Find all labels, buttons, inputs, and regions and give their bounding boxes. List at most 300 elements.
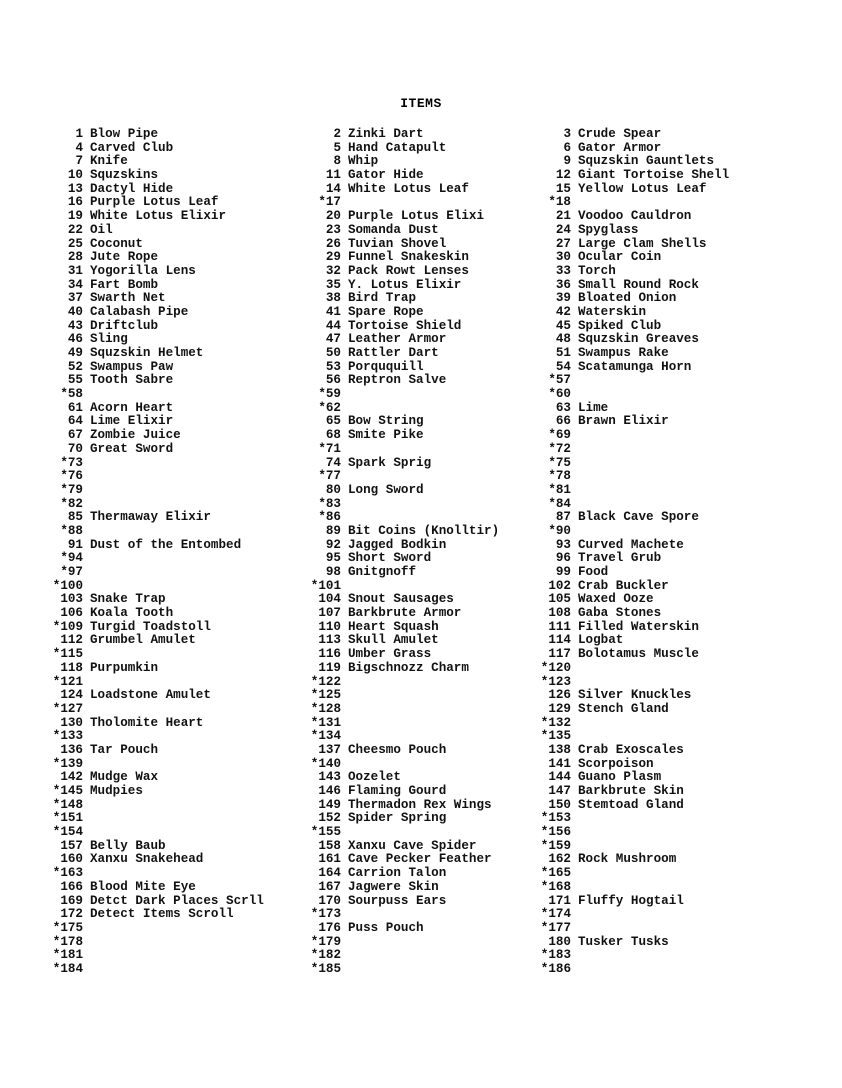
item-number: *81 [548,482,571,497]
item-entry [280,415,499,429]
item-entry [22,511,264,525]
item-name: Y. Lotus Elixir [348,277,462,292]
item-entry [510,662,729,676]
item-number: 31 [67,263,83,278]
item-name: Great Sword [90,441,174,456]
item-name: Bolotamus Muscle [578,647,699,662]
item-number: 14 [325,181,341,196]
item-entry [510,429,729,443]
item-name: Jagwere Skin [348,879,439,894]
item-number: 47 [325,332,341,347]
item-entry [22,922,264,936]
item-entry [280,251,499,265]
item-name: Bit Coins (Knolltir) [348,523,500,538]
item-number: 1 [75,127,83,141]
item-entry [280,498,499,512]
item-number: 112 [60,633,83,648]
item-name: Travel Grub [578,551,662,566]
item-number: 105 [548,592,571,607]
item-number: *135 [540,729,571,744]
item-name: Short Sword [348,551,432,566]
item-name: Blow Pipe [90,127,159,141]
item-number: 40 [67,304,83,319]
item-number: *151 [52,811,83,826]
item-entry [510,402,729,416]
item-entry [280,484,499,498]
item-name: Lime Elixir [90,414,174,429]
item-name: Spyglass [578,222,639,237]
item-number: 144 [548,770,571,785]
item-entry [510,758,729,772]
item-entry [22,238,264,252]
item-entry [22,320,264,334]
item-entry [280,388,499,402]
item-entry [22,539,264,553]
item-entry [280,580,499,594]
item-entry [22,634,264,648]
item-name: Bigschnozz Charm [348,660,469,675]
item-entry [22,689,264,703]
item-entry [22,963,264,977]
item-entry [22,388,264,402]
item-entry [280,621,499,635]
item-number: 124 [60,688,83,703]
item-entry [22,908,264,922]
item-number: 80 [325,482,341,497]
item-number: *72 [548,441,571,456]
item-number: 166 [60,879,83,894]
item-entry [510,196,729,210]
item-name: Large Clam Shells [578,236,707,251]
item-number: 164 [318,866,341,881]
item-name: Stemtoad Gland [578,797,684,812]
item-entry [510,703,729,717]
item-number: 44 [325,318,341,333]
item-name: Swampus Rake [578,346,669,360]
item-entry [280,771,499,785]
item-entry [280,676,499,690]
item-number: 150 [548,797,571,812]
item-name: Jagged Bodkin [348,537,447,552]
item-number: *57 [548,373,571,388]
item-name: Tusker Tusks [578,934,669,949]
item-entry [22,566,264,580]
item-number: 171 [548,893,571,908]
item-name: Squzskin Greaves [578,332,699,347]
item-name: Crude Spear [578,127,662,141]
item-entry [22,744,264,758]
item-entry [22,812,264,826]
item-number: *159 [540,838,571,853]
item-entry [22,703,264,717]
item-entry [510,265,729,279]
item-number: 32 [325,263,341,278]
item-number: 92 [325,537,341,552]
item-entry [280,881,499,895]
item-entry [510,210,729,224]
item-name: Carved Club [90,140,174,155]
item-name: Scatamunga Horn [578,359,692,374]
item-name: Whip [348,154,379,169]
item-entry [22,279,264,293]
item-number: 98 [325,565,341,579]
item-number: *69 [548,428,571,443]
item-name: Crab Buckler [578,578,669,593]
item-number: 117 [548,647,571,662]
item-number: 119 [318,660,341,675]
item-number: 114 [548,633,571,648]
item-entry [22,949,264,963]
item-entry [22,867,264,881]
item-entry [510,470,729,484]
item-name: Filled Waterskin [578,619,699,634]
item-name: Skull Amulet [348,633,439,648]
item-number: 55 [67,373,83,388]
item-name: Gaba Stones [578,606,662,621]
item-number: 149 [318,797,341,812]
item-number: 36 [555,277,571,292]
item-number: 74 [325,455,341,470]
item-name: Gnitgnoff [348,565,417,579]
item-name: Bow String [348,414,424,429]
item-entry [280,840,499,854]
item-name: Yellow Lotus Leaf [578,181,707,196]
item-entry [280,744,499,758]
item-number: 64 [67,414,83,429]
item-number: 34 [67,277,83,292]
item-name: Thermadon Rex Wings [348,797,492,812]
item-number: *128 [310,701,341,716]
item-number: *145 [52,784,83,798]
item-number: *186 [540,961,571,976]
item-name: Knife [90,154,128,169]
item-entry [22,183,264,197]
item-number: *173 [310,907,341,922]
item-entry [510,333,729,347]
item-entry [280,525,499,539]
item-name: Sourpuss Ears [348,893,447,908]
page-title: ITEMS [400,96,442,111]
item-number: *79 [60,482,83,497]
item-number: 143 [318,770,341,785]
item-name: Koala Tooth [90,606,174,621]
item-entry [510,676,729,690]
item-entry [22,402,264,416]
item-name: Zombie Juice [90,428,181,443]
item-name: Grumbel Amulet [90,633,196,648]
item-name: Bird Trap [348,291,417,306]
item-number: *154 [52,825,83,840]
item-number: *83 [318,496,341,511]
item-number: 138 [548,742,571,757]
item-entry [510,881,729,895]
item-entry [510,374,729,388]
item-entry [22,621,264,635]
item-number: 158 [318,838,341,853]
item-name: Curved Machete [578,537,684,552]
item-number: 66 [555,414,571,429]
item-entry [510,292,729,306]
item-number: *134 [310,729,341,744]
item-number: *97 [60,565,83,579]
item-number: 56 [325,373,341,388]
item-number: *183 [540,948,571,963]
item-name: Small Round Rock [578,277,699,292]
item-name: Driftclub [90,318,159,333]
item-number: 16 [67,195,83,210]
item-name: Xanxu Cave Spider [348,838,477,853]
item-number: 24 [555,222,571,237]
item-entry [22,826,264,840]
item-number: 95 [325,551,341,566]
item-number: *181 [52,948,83,963]
item-entry [22,484,264,498]
item-name: Blood Mite Eye [90,879,196,894]
item-name: Spark Sprig [348,455,432,470]
item-name: Dactyl Hide [90,181,174,196]
item-entry [280,922,499,936]
item-number: 15 [555,181,571,196]
item-number: 169 [60,893,83,908]
item-number: 23 [325,222,341,237]
item-entry [510,744,729,758]
item-number: 20 [325,209,341,224]
item-number: 46 [67,332,83,347]
item-entry [280,361,499,375]
item-number: 136 [60,742,83,757]
item-entry [280,402,499,416]
item-entry [280,717,499,731]
item-entry [22,169,264,183]
item-entry [22,251,264,265]
item-entry [280,607,499,621]
item-number: *123 [540,674,571,689]
item-number: 21 [555,209,571,224]
item-entry [510,949,729,963]
item-number: 118 [60,660,83,675]
item-entry [280,908,499,922]
item-entry [510,566,729,580]
item-name: Mudge Wax [90,770,159,785]
item-name: Swarth Net [90,291,166,306]
item-number: *60 [548,387,571,402]
item-number: 129 [548,701,571,716]
item-entry [280,196,499,210]
item-number: *165 [540,866,571,881]
item-entry [280,867,499,881]
item-entry [280,224,499,238]
item-name: Mudpies [90,784,143,798]
item-entry [280,963,499,977]
item-number: *121 [52,674,83,689]
item-entry [22,457,264,471]
item-number: *168 [540,879,571,894]
item-name: Squzskin Gauntlets [578,154,715,169]
item-entry [510,484,729,498]
item-entry [22,470,264,484]
item-entry [510,853,729,867]
item-number: 106 [60,606,83,621]
item-number: 172 [60,907,83,922]
item-number: 33 [555,263,571,278]
item-number: 160 [60,852,83,867]
item-number: 68 [325,428,341,443]
item-entry [510,279,729,293]
item-entry [510,361,729,375]
item-number: 41 [325,304,341,319]
item-name: Leather Armor [348,332,447,347]
item-name: Flaming Gourd [348,784,447,798]
item-number: 9 [563,154,571,169]
item-entry [22,525,264,539]
item-entry [510,908,729,922]
item-entry [280,292,499,306]
item-name: Scorpoison [578,756,654,771]
item-name: Silver Knuckles [578,688,692,703]
item-entry [510,224,729,238]
item-name: White Lotus Leaf [348,181,469,196]
item-entry [280,634,499,648]
item-entry [280,443,499,457]
item-number: 103 [60,592,83,607]
item-name: Sling [90,332,128,347]
item-number: 147 [548,784,571,798]
item-number: 107 [318,606,341,621]
item-name: Waterskin [578,304,647,319]
item-name: Guano Plasm [578,770,662,785]
item-entry [510,498,729,512]
item-name: Ocular Coin [578,250,662,265]
item-number: 152 [318,811,341,826]
item-name: Belly Baub [90,838,166,853]
item-number: *71 [318,441,341,456]
item-number: 51 [555,346,571,360]
item-name: Somanda Dust [348,222,439,237]
item-number: *148 [52,797,83,812]
item-name: Detct Dark Places Scrll [90,893,264,908]
item-name: Dust of the Entombed [90,537,242,552]
item-entry [280,128,499,142]
item-number: *132 [540,715,571,730]
item-number: 35 [325,277,341,292]
item-name: Rattler Dart [348,346,439,360]
item-entry [510,717,729,731]
item-number: 8 [333,154,341,169]
item-entry [22,799,264,813]
item-name: Spider Spring [348,811,447,826]
item-entry [22,374,264,388]
item-number: 13 [67,181,83,196]
item-name: Turgid Toadstoll [90,619,211,634]
item-entry [510,142,729,156]
item-entry [280,155,499,169]
item-number: 39 [555,291,571,306]
item-number: *100 [52,578,83,593]
item-name: Swampus Paw [90,359,174,374]
item-number: 52 [67,359,83,374]
item-number: 137 [318,742,341,757]
item-number: *90 [548,523,571,538]
item-entry [280,142,499,156]
item-number: 2 [333,127,341,141]
item-entry [22,840,264,854]
item-entry [280,470,499,484]
item-entry [510,169,729,183]
item-entry [22,333,264,347]
item-number: *59 [318,387,341,402]
item-number: 130 [60,715,83,730]
item-entry [510,812,729,826]
item-number: 104 [318,592,341,607]
item-number: *62 [318,400,341,415]
item-entry [280,826,499,840]
item-number: 54 [555,359,571,374]
item-name: Logbat [578,633,624,648]
items-column-2 [280,128,499,977]
item-entry [510,388,729,402]
item-number: 91 [67,537,83,552]
item-name: Zinki Dart [348,127,424,141]
item-number: 67 [67,428,83,443]
items-column-3 [510,128,729,977]
item-name: Gator Armor [578,140,662,155]
item-name: Brawn Elixir [578,414,669,429]
item-name: Voodoo Cauldron [578,209,692,224]
item-entry [22,306,264,320]
item-number: 162 [548,852,571,867]
item-name: Oozelet [348,770,401,785]
item-number: 142 [60,770,83,785]
item-entry [510,251,729,265]
item-name: Food [578,565,609,579]
item-entry [280,853,499,867]
item-entry [280,689,499,703]
item-number: *109 [52,619,83,634]
item-name: Hand Catapult [348,140,447,155]
item-entry [22,210,264,224]
item-number: 111 [548,619,571,634]
item-name: Tar Pouch [90,742,159,757]
item-number: 102 [548,578,571,593]
item-name: Long Sword [348,482,424,497]
item-entry [510,895,729,909]
item-number: 5 [333,140,341,155]
item-entry [280,374,499,388]
item-name: Puss Pouch [348,920,424,935]
item-name: Purple Lotus Elixi [348,209,485,224]
item-number: 29 [325,250,341,265]
item-name: Fart Bomb [90,277,159,292]
item-name: Jute Rope [90,250,159,265]
item-number: *155 [310,825,341,840]
item-number: *18 [548,195,571,210]
item-number: *76 [60,469,83,484]
item-number: *122 [310,674,341,689]
item-entry [280,949,499,963]
item-number: *127 [52,701,83,716]
item-entry [280,457,499,471]
item-entry [510,840,729,854]
item-number: *77 [318,469,341,484]
item-name: Umber Grass [348,647,432,662]
item-number: 19 [67,209,83,224]
item-entry [22,607,264,621]
item-entry [510,539,729,553]
item-name: Thermaway Elixir [90,510,211,525]
item-name: Squzskin Helmet [90,346,204,360]
item-number: *156 [540,825,571,840]
item-entry [22,361,264,375]
